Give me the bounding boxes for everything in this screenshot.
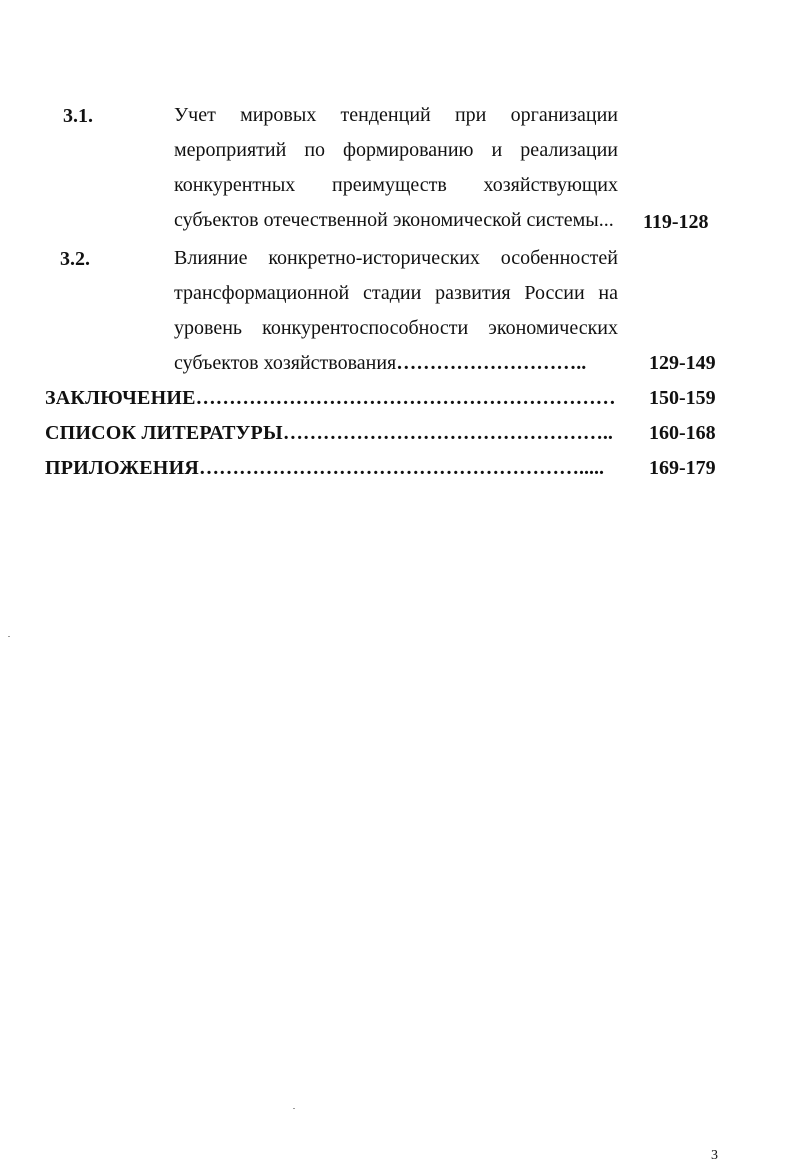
section-page-range: 129-149 (649, 352, 716, 374)
section-title-line: Учет мировых тенденций при организации (174, 104, 618, 126)
section-title (174, 241, 618, 381)
dot-leader: ……………………….. (396, 352, 587, 374)
section-title-line: Влияние конкретно-исторических особенностей (174, 247, 618, 269)
section-number: 3.2. (60, 248, 90, 270)
page-number: 3 (711, 1148, 718, 1163)
section-title-line: мероприятий по формированию и реализации (174, 139, 618, 161)
section-page-range: 119-128 (643, 211, 709, 233)
dot-leader: …………………………………………………..... (198, 457, 604, 479)
dot-leader: ……………………………………………………… (195, 387, 616, 409)
section-number: 3.1. (63, 105, 93, 127)
scan-speck (293, 1108, 295, 1109)
scan-speck (8, 636, 10, 637)
toc-entry-title: ПРИЛОЖЕНИЯ (45, 457, 199, 479)
toc-entry-pages: 150-159 (649, 387, 716, 409)
section-title-line (174, 346, 618, 381)
section-title-line: уровень конкурентоспособности экономических (174, 317, 618, 339)
toc-entry-references (45, 421, 617, 445)
toc-entry-pages: 160-168 (649, 422, 716, 444)
section-title (174, 98, 618, 238)
toc-entry-title: ЗАКЛЮЧЕНИЕ (45, 387, 196, 409)
section-title-line: конкурентных преимуществ хозяйствующих (174, 174, 618, 196)
section-title-line: субъектов отечественной экономической системы... (174, 209, 614, 231)
section-title-text: субъектов хозяйствования (174, 352, 397, 374)
toc-entry-title: СПИСОК ЛИТЕРАТУРЫ (45, 422, 283, 444)
section-title-line: трансформационной стадии развития России на (174, 282, 618, 304)
toc-entry-appendices (45, 456, 617, 480)
dot-leader: ………………………………………….. (282, 422, 613, 444)
toc-entry-pages: 169-179 (649, 457, 716, 479)
toc-entry-conclusion (45, 386, 617, 410)
